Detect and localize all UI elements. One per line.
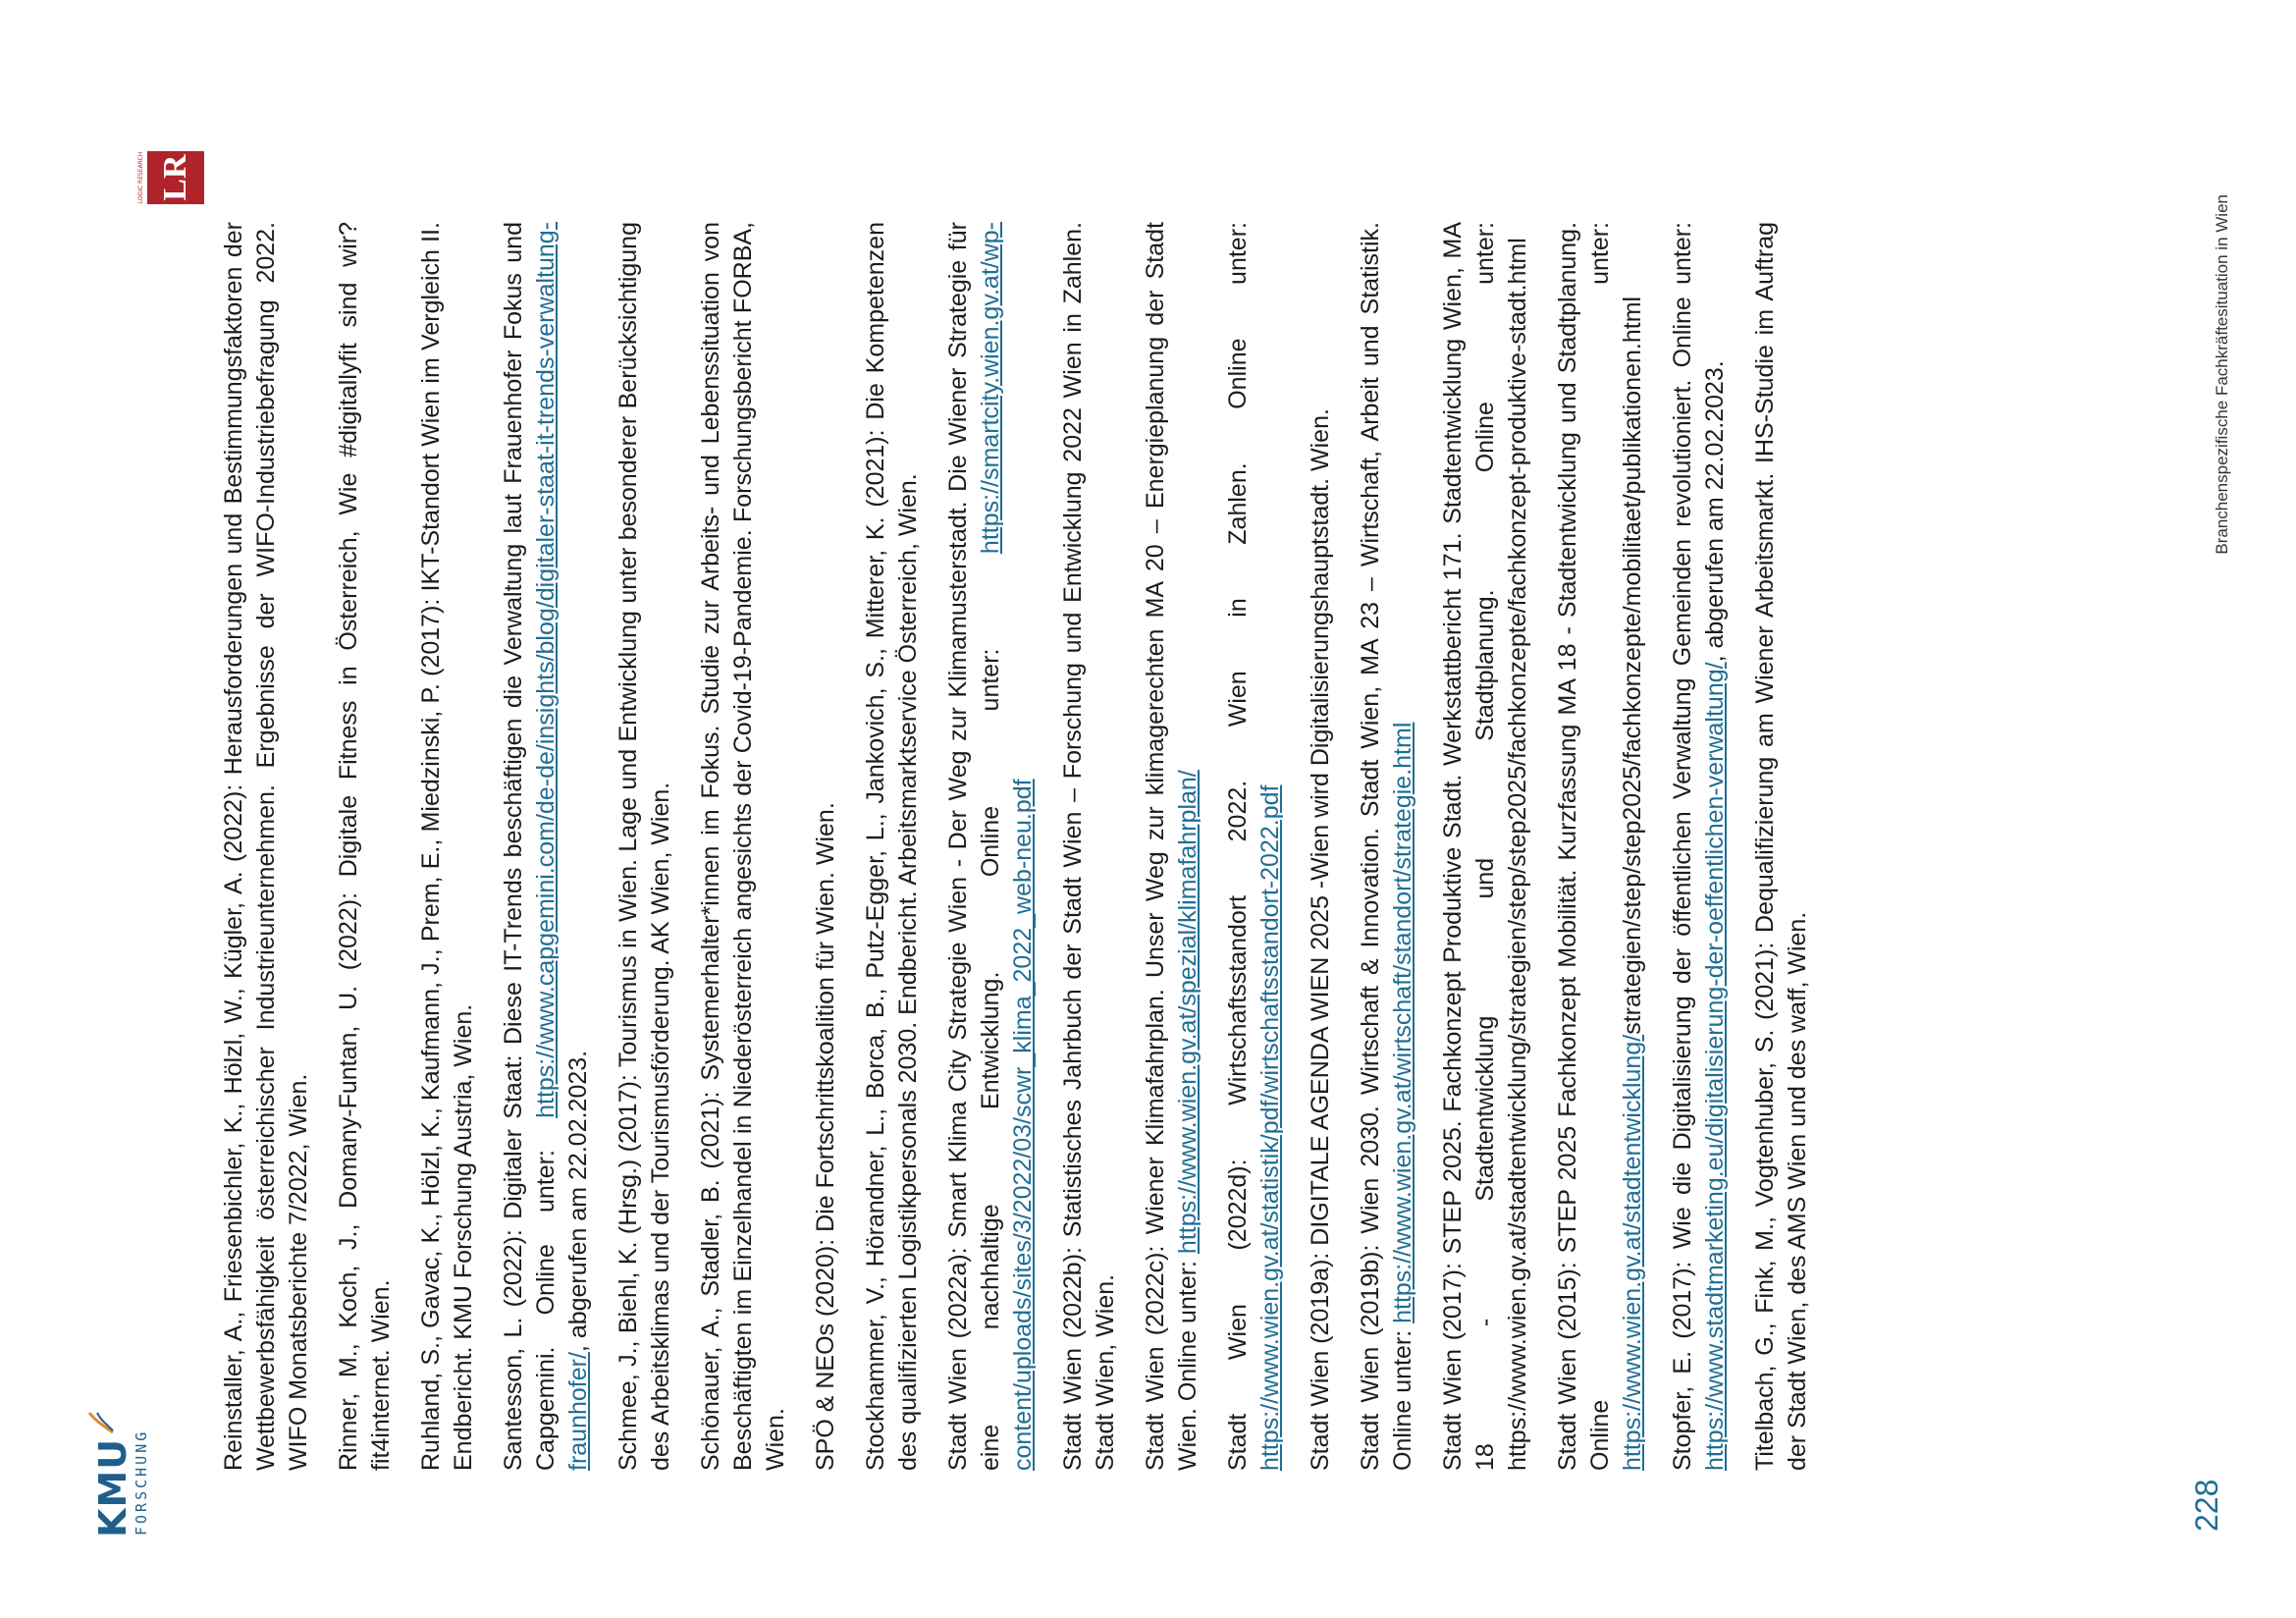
reference-list [218, 222, 1832, 1471]
logic-research-caption: LOGIC RESEARCH [137, 151, 144, 204]
reference-entry [1222, 222, 1287, 1471]
reference-link[interactable]: https://www.wien.gv.at/spezial/klimafahrplan/ [1174, 770, 1201, 1255]
logo-kmu-text: KMU [91, 1437, 134, 1537]
reference-text: Stadt Wien (2019b): Wien 2030. Wirtschaft & Innovation. Stadt Wien, MA 23 – Wirtschaft, Arbeit und Statistik. Online unter: [1357, 222, 1416, 1471]
reference-entry [1749, 222, 1814, 1471]
reference-text: Ruhland, S., Gavac, K., Hölzl, K., Kaufmann, J., Prem, E., Miedzinski, P. (2017): IKT-Standort Wien im Vergleich II. Endbericht. KMU Forschung Austria, Wien. [417, 222, 477, 1471]
logic-research-mark: LR [157, 154, 193, 201]
reference-link[interactable]: https://www.stadtmarketing.eu/digitalisierung-der-oeffentlichen-verwaltung/ [1701, 662, 1729, 1471]
reference-entry [498, 222, 595, 1471]
reference-text: Stadt Wien (2022c): Wiener Klimafahrplan. Unser Weg zur klimagerechten MA 20 – Energieplanung der Stadt Wien. Online unter: [1142, 222, 1201, 1471]
reference-link[interactable]: https://www.wien.gv.at/stadtentwicklung/ [1619, 1034, 1646, 1471]
reference-entry [1667, 222, 1732, 1471]
reference-text: Stadt Wien (2015): STEP 2025 Fachkonzept Mobilität. Kurzfassung MA 18 - Stadtentwicklung und Stadtplanung. Online unter: [1554, 222, 1614, 1471]
reference-entry [860, 222, 925, 1471]
reference-entry [333, 222, 398, 1471]
logo-forschung-text: FORSCHUNG [133, 1429, 150, 1536]
reference-suffix: strategien/step/step2025/fachkonzepte/mobilitaet/publikationen.html [1619, 296, 1646, 1035]
page-number: 228 [2189, 1479, 2224, 1532]
reference-text: Stadt Wien (2017): STEP 2025. Fachkonzept Produktive Stadt. Werkstattbericht 171. Stadtentwicklung Wien, MA 18 - Stadtentwicklung und Stadtplanung. Online unter: https://www.wien.gv.at/stadtentwicklung/strategien/step/step2025/fachkonzepte/fachkonzept-produktive-stadt.html [1439, 222, 1531, 1471]
swoosh-icon [87, 1411, 115, 1434]
reference-entry [1437, 222, 1534, 1471]
reference-entry [218, 222, 315, 1471]
reference-entry [1552, 222, 1649, 1471]
reference-suffix: , abgerufen am 22.02.2023. [1701, 360, 1729, 663]
reference-text: Titelbach, G., Fink, M., Vogtenhuber, S. (2021): Dequalifizierung am Wiener Arbeitsmarkt. IHS-Studie im Auftrag der Stadt Wien, des AMS Wien und des waff, Wien. [1751, 222, 1811, 1471]
reference-text: Stopfer, E. (2017): Wie die Digitalisierung der öffentlichen Verwaltung Gemeinden revolutioniert. Online unter: [1669, 222, 1696, 1471]
reference-text: Stockhammer, V., Hörandner, L., Borca, B., Putz-Egger, L., Jankovich, S., Mitterer, K. (2021): Die Kompetenzen des qualifizierten Logistikpersonals 2030. Endbericht. Arbeitsmarktservice Österreich, Wien. [862, 222, 922, 1471]
kmu-forschung-logo [91, 1411, 150, 1537]
reference-text: Reinstaller, A., Friesenbichler, K., Hölzl, W., Kügler, A. (2022): Herausforderungen und Bestimmungsfaktoren der Wettbewerbsfähigkeit österreichischer Industrieunternehmen. Ergebnisse der WIFO-Industriebefragung 2022. WIFO Monatsberichte 7/2022, Wien. [220, 222, 312, 1471]
reference-text: Schönauer, A., Stadler, B. (2021): Systemerhalter*innen im Fokus. Studie zur Arbeits- und Lebenssituation von Beschäftigten im Einzelhandel in Niederösterreich angesichts der Covid-19-Pandemie. Forschungsbericht FORBA, Wien. [697, 222, 789, 1471]
reference-entry [942, 222, 1040, 1471]
reference-text: Rinner, M., Koch, J., Domany-Funtan, U. (2022): Digitale Fitness in Österreich, Wie #digitallyfit sind wir? fit4internet. Wien. [335, 222, 395, 1471]
reference-text: Stadt Wien (2022b): Statistisches Jahrbuch der Stadt Wien – Forschung und Entwicklung 2022 Wien in Zahlen. Stadt Wien, Wien. [1059, 222, 1119, 1471]
reference-text: Stadt Wien (2019a): DIGITALE AGENDA WIEN 2025 -Wien wird Digitalisierungshauptstadt. Wien. [1307, 408, 1334, 1471]
reference-link[interactable]: https://www.wien.gv.at/statistik/pdf/wirtschaftsstandort-2022.pdf [1256, 784, 1284, 1471]
reference-link[interactable]: https://smartcity.wien.gv.at/wp-content/uploads/sites/3/2022/03/scwr_klima_2022_web-neu.pdf [977, 222, 1037, 1471]
running-title: Branchenspezifische Fachkräftesituation in Wien [2213, 194, 2231, 555]
reference-entry [810, 222, 842, 1471]
reference-suffix: , abgerufen am 22.02.2023. [564, 1050, 592, 1353]
reference-entry [695, 222, 792, 1471]
reference-link[interactable]: https://www.capgemini.com/de-de/insights/blog/digitaler-staat-it-trends-verwaltung-fraunhofer/ [532, 222, 592, 1471]
reference-text: Santesson, L. (2022): Digitaler Staat: Diese IT-Trends beschäftigen die Verwaltung laut Frauenhofer Fokus und Capgemini. Online unter: [500, 222, 560, 1471]
reference-text: SPÖ & NEOs (2020): Die Fortschrittskoalition für Wien. Wien. [812, 802, 839, 1471]
reference-text: Stadt Wien (2022a): Smart Klima City Strategie Wien - Der Weg zur Klimamusterstadt. Die Wiener Strategie für eine nachhaltige Entwicklung. Online unter: [944, 222, 1004, 1471]
reference-text: Schmee, J., Biehl, K. (Hrsg.) (2017): Tourismus in Wien. Lage und Entwicklung unter besonderer Berücksichtigung des Arbeitsklimas und der Tourismusförderung. AK Wien, Wien. [614, 222, 674, 1471]
reference-entry [415, 222, 480, 1471]
reference-entry [1305, 222, 1337, 1471]
reference-text: Stadt Wien (2022d): Wirtschaftsstandort 2022. Wien in Zahlen. Online unter: [1224, 222, 1252, 1471]
reference-entry [1057, 222, 1122, 1471]
reference-entry [1355, 222, 1419, 1471]
reference-entry [1140, 222, 1204, 1471]
reference-entry [613, 222, 677, 1471]
reference-link[interactable]: https://www.wien.gv.at/wirtschaft/standort/strategie.html [1389, 722, 1416, 1323]
logic-research-logo [147, 151, 204, 204]
